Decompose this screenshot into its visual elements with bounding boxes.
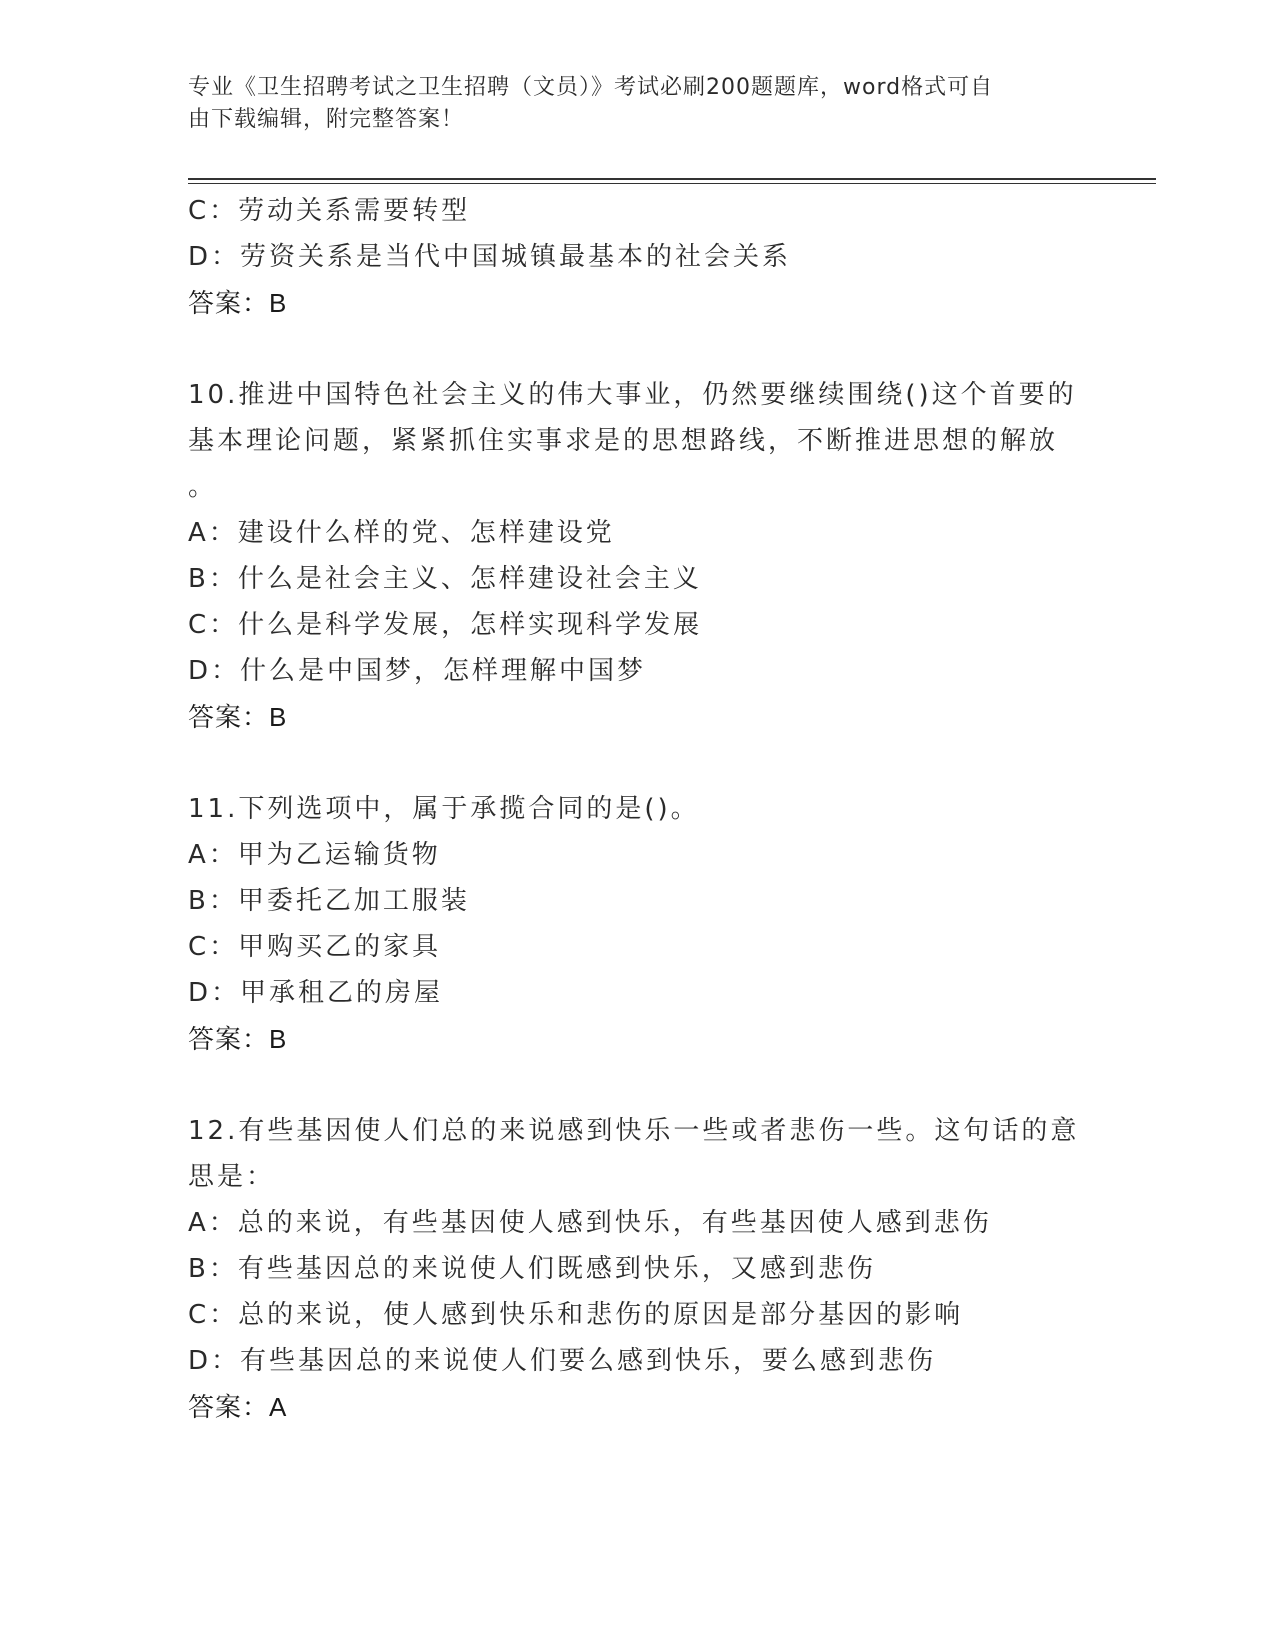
q11-option-d: D：甲承租乙的房屋: [188, 978, 444, 1008]
q10-answer: 答案：B: [188, 702, 288, 732]
q11-option-b: B：甲委托乙加工服装: [188, 886, 470, 916]
q11-stem-line-1: 11.下列选项中，属于承揽合同的是()。: [188, 794, 700, 824]
question-10: [188, 372, 1088, 740]
q11-answer: 答案：B: [188, 1024, 288, 1054]
document-header: [188, 72, 1088, 136]
header-divider-thin: [188, 183, 1156, 184]
q9-option-c: C：劳动关系需要转型: [188, 196, 471, 226]
q10-option-c: C：什么是科学发展，怎样实现科学发展: [188, 610, 703, 640]
question-12: [188, 1108, 1088, 1430]
question-11: [188, 786, 1088, 1062]
header-line-2: 由下载编辑，附完整答案！: [188, 107, 465, 132]
q11-option-a: A：甲为乙运输货物: [188, 840, 441, 870]
q9-option-d: D：劳资关系是当代中国城镇最基本的社会关系: [188, 242, 792, 272]
q12-option-c: C：总的来说，使人感到快乐和悲伤的原因是部分基因的影响: [188, 1300, 964, 1330]
q12-option-a: A：总的来说，有些基因使人感到快乐，有些基因使人感到悲伤: [188, 1208, 992, 1238]
spacer: [188, 326, 1088, 372]
spacer: [188, 1062, 1088, 1108]
q11-option-c: C：甲购买乙的家具: [188, 932, 442, 962]
header-line-1: 专业《卫生招聘考试之卫生招聘（文员）》考试必刷200题题库，word格式可自: [188, 75, 994, 100]
q10-option-b: B：什么是社会主义、怎样建设社会主义: [188, 564, 702, 594]
q10-option-a: A：建设什么样的党、怎样建设党: [188, 518, 615, 548]
q12-stem-line-1: 12.有些基因使人们总的来说感到快乐一些或者悲伤一些。这句话的意: [188, 1116, 1080, 1146]
spacer: [188, 740, 1088, 786]
q10-stem-line-2: 基本理论问题，紧紧抓住实事求是的思想路线，不断推进思想的解放: [188, 426, 1059, 456]
question-list: [188, 188, 1088, 1430]
q10-option-d: D：什么是中国梦，怎样理解中国梦: [188, 656, 647, 686]
q12-answer: 答案：A: [188, 1392, 288, 1422]
q12-stem-line-2: 思是：: [188, 1162, 276, 1192]
q12-option-b: B：有些基因总的来说使人们既感到快乐，又感到悲伤: [188, 1254, 876, 1284]
header-divider-thick: [188, 178, 1156, 180]
q12-option-d: D：有些基因总的来说使人们要么感到快乐，要么感到悲伤: [188, 1346, 937, 1376]
question-9: [188, 188, 1088, 326]
q10-stem-line-1: 10.推进中国特色社会主义的伟大事业，仍然要继续围绕()这个首要的: [188, 380, 1077, 410]
q10-stem-line-3: 。: [188, 472, 218, 502]
q9-answer: 答案：B: [188, 288, 288, 318]
